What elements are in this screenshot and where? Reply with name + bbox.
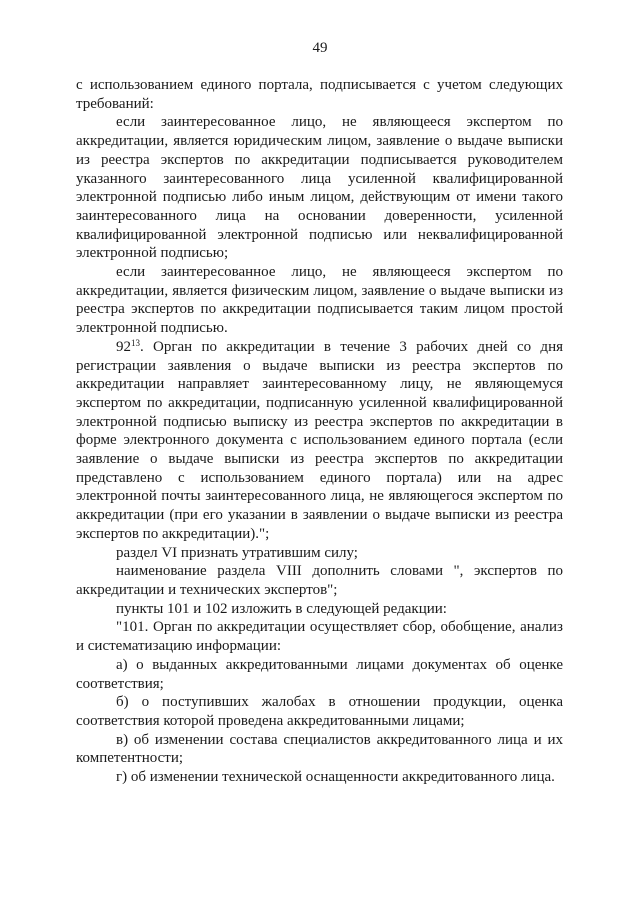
paragraph-subitem-b: б) о поступивших жалобах в отношении продукции, оценка соответствия которой проведена аккредитованными лицами; — [76, 694, 563, 729]
paragraph-section-viii-title: наименование раздела VIII дополнить словами ", экспертов по аккредитации и технических экспертов"; — [76, 563, 563, 598]
item-number: 92 — [116, 338, 131, 355]
paragraph-continuation: с использованием единого портала, подписывается с учетом следующих требований: — [76, 77, 563, 112]
paragraph-items-101-102: пункты 101 и 102 изложить в следующей редакции: — [116, 600, 447, 617]
paragraph-item-101: "101. Орган по аккредитации осуществляет сбор, обобщение, анализ и систематизацию информации: — [76, 619, 563, 655]
document-body — [76, 76, 563, 787]
item-number-superscript: 13 — [131, 337, 140, 348]
paragraph-legal-entity-requirement: если заинтересованное лицо, не являющееся экспертом по аккредитации, является юридическим лицом, заявление о выдаче выписки из реестра экспертов по аккредитации подписывается руководителем указанного заинтересованного лица усиленной квалифицированной электронной подписью либо иным лицом, действующим от имени такого заинтересованного лица на основании доверенности, усиленной квалифицированной электронной подписью или неквалифицированной электронной подписью; — [76, 114, 563, 262]
paragraph-section-vi: раздел VI признать утратившим силу; — [116, 544, 358, 561]
paragraph-individual-requirement: если заинтересованное лицо, не являющееся экспертом по аккредитации, является физическим лицом, заявление о выдаче выписки из реестра экспертов по аккредитации подписывается таким лицом простой электронной подписью. — [76, 264, 563, 337]
paragraph-subitem-a: а) о выданных аккредитованными лицами документах об оценке соответствия; — [76, 656, 563, 692]
item-92-13-text: . Орган по аккредитации в течение 3 рабочих дней со дня регистрации заявления о выдаче выписки из реестра экспертов по аккредитации направляет заинтересованному лицу, не являющемуся экспертом по аккредитации, подписанную усиленной квалифицированной электронной подписью выписку из реестра экспертов по аккредитации в форме электронного документа с использованием единого портала (если заявление о выдаче выписки из реестра экспертов по аккредитации представлено с использованием единого портала) или на адрес электронной почты заинтересованного лица, не являющегося экспертом по аккредитации (при его указании в заявлении о выдаче выписки из реестра экспертов по аккредитации)."; — [76, 338, 563, 542]
paragraph-subitem-g: г) об изменении технической оснащенности аккредитованного лица. — [116, 769, 555, 786]
page-number: 49 — [312, 40, 328, 56]
paragraph-subitem-v: в) об изменении состава специалистов аккредитованного лица и их компетентности; — [76, 731, 563, 767]
paragraph-item-92-13 — [76, 338, 563, 544]
